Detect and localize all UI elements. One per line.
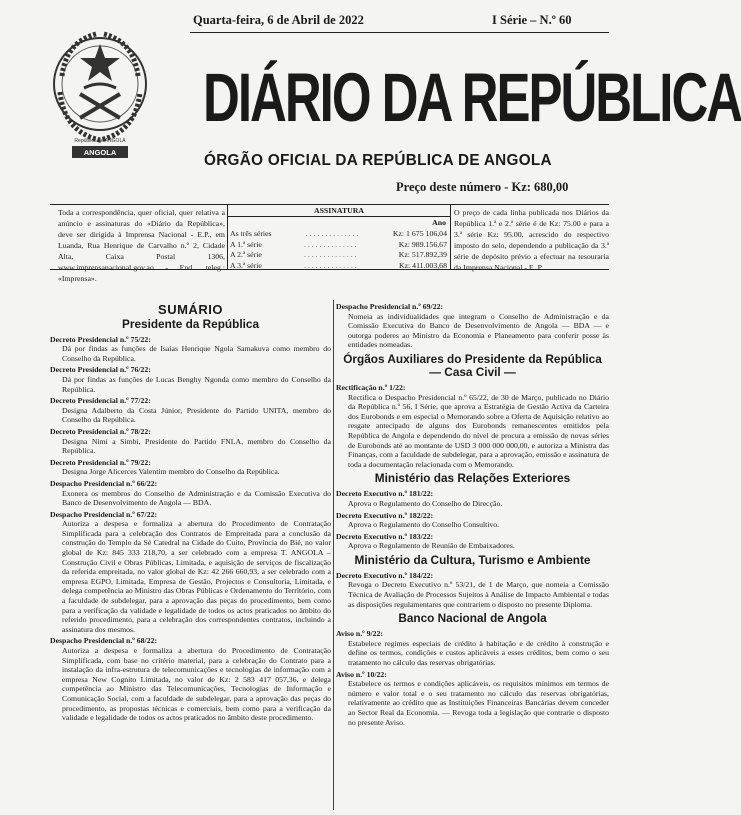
list-item: Decreto Presidencial n.º 75/22: Dá por findas as funções de Isaías Henrique Ngola Samakuva como membro do Conselho da República. bbox=[50, 334, 331, 363]
column-divider bbox=[333, 300, 334, 810]
issue-price: Preço deste número - Kz: 680,00 bbox=[396, 180, 569, 194]
masthead-subtitle: ÓRGÃO OFICIAL DA REPÚBLICA DE ANGOLA bbox=[204, 152, 552, 169]
list-item: Aviso n.º 9/22: Estabelece regimes especiais de crédito à habitação e de crédito à construção e define os termos, condições e custos aplicáveis a esses créditos, bem como o seu tratamento no cálculo das reservas obrigatórias. bbox=[336, 629, 609, 668]
section-heading: Ministério da Cultura, Turismo e Ambiente bbox=[354, 552, 591, 567]
year-label: Ano bbox=[432, 218, 446, 227]
info-box bbox=[50, 204, 609, 283]
price-note: O preço de cada linha publicada nos Diários da República 1.ª e 2.ª série é de Kz: 75.00 e para a 3.ª série Kz: 95.00, acrescido do respectivo imposto do selo, dependendo a publicação da 3.ª série de depósito prévio a efectuar na tesouraria da Imprensa Nacional - E. P. bbox=[454, 208, 609, 272]
subscription-title: ASSINATURA bbox=[228, 205, 450, 217]
correspondence-note: Toda a correspondência, quer oficial, quer relativa a anúncio e assinaturas do «Diário da República», deve ser dirigida à Imprensa Nacional - E.P., em Luanda, Rua Henrique de Carvalho n.º 2, Cidade Alta, Caixa Postal 1306, www.imprensanacional.gov.ao - End. teleg.: «Imprensa». bbox=[58, 208, 225, 283]
section-heading: Ministério das Relações Exteriores bbox=[374, 471, 571, 486]
section-heading: Presidente da República bbox=[121, 316, 260, 331]
list-item: Decreto Executivo n.º 182/22: Aprova o Regulamento do Conselho Consultivo. bbox=[336, 510, 500, 530]
issue-date: Quarta-feira, 6 de Abril de 2022 bbox=[193, 13, 364, 27]
header-rule bbox=[190, 32, 609, 33]
list-item: Despacho Presidencial n.º 67/22: Autoriza a despesa e formaliza a abertura do Procedimento de Contratação Simplificada para a celebração dos Contratos de Empreitada para a conclusão da construção do Templo da Sé Catedral na Cidade do Cuito, Província do Bié, no valor global de Kz: 845 333 218,70, a ser celebrado com a empresa T. ANGOLA – Construção Civil e Obras Públicas, Limitada, e aquisição de serviços de fiscalização da referida empreitada, no valor global de Kz: 42 266 660,93, a ser celebrado com a empresa EGPO, Limitada, Empresa de Gestão, Projectos e Consultoria, Limitada, e delega competência ao Ministro das Obras Públicas e Ordenamento do Território, com a faculdade de subdelegar, para a aprovação das peças do procedimento, bem como para a verificação da validade e legalidade de todos os actos praticados no âmbito do referido procedimento, para a celebração dos correspondentes contratos, incluindo a assinatura dos mesmos. bbox=[50, 509, 331, 634]
list-item: Decreto Presidencial n.º 79/22: Designa Jorge Alicerces Valentim membro do Conselho da República. bbox=[50, 457, 280, 477]
masthead-title: DIÁRIO DA REPÚBLICA bbox=[203, 58, 741, 136]
list-item: Decreto Presidencial n.º 77/22: Designa Adalberto da Costa Júnior, Presidente do Partido UNITA, membro do Conselho da República. bbox=[50, 396, 331, 425]
list-item: Aviso n.º 10/22: Estabelece os termos e condições aplicáveis, os requisitos mínimos em termos de número e valor total e o seu tratamento no cálculo das reservas obrigatórias, relativamente ao crédito que as Instituições Financeiras Bancárias devem conceder ao Sector Real da Economia. — Revoga toda a legislação que contrarie o disposto no presente Aviso. bbox=[336, 669, 609, 727]
list-item: Despacho Presidencial n.º 66/22: Exonera os membros do Conselho de Administração e da Comissão Executiva do Banco de Desenvolvimento de Angola — BDA. bbox=[50, 478, 331, 508]
subscription-row: A 2.ª série . . . . . . . . . . . . . . Kz: 517.892,39 bbox=[230, 250, 447, 259]
emblem-caption: ANGOLA bbox=[83, 148, 117, 157]
subscription-table bbox=[227, 205, 451, 269]
list-item: Decreto Presidencial n.º 76/22: Dá por findas as funções de Lucas Benghy Ngonda como membro do Conselho da República. bbox=[50, 365, 331, 394]
emblem-caption-top: República de ANGOLA bbox=[74, 138, 126, 144]
issue-serie: I Série – N.º 60 bbox=[492, 13, 572, 27]
sumario-right-column bbox=[336, 302, 609, 729]
sumario-left-column bbox=[50, 302, 331, 725]
list-item: Decreto Executivo n.º 184/22: Revoga o Decreto Executivo n.º 53/21, de 1 de Março, que nomeia a Comissão Técnica de Avaliação de Processos Sujeitos à Análise de Impacto Ambiental e todas as disposições regulamentares que contrariem o disposto no presente Diploma. bbox=[336, 570, 609, 609]
subscription-row: A 3.ª série . . . . . . . . . . . . . . Kz: 411.003,68 bbox=[230, 260, 447, 270]
list-item: Despacho Presidencial n.º 69/22: Nomeia as individualidades que integram o Conselho de Administração e da Comissão Executiva do Banco de Desenvolvimento de Angola — BDA — e outorga poderes ao Ministro da Economia e Planeamento para conferir posse às entidades nomeadas. bbox=[336, 302, 609, 350]
list-item: Despacho Presidencial n.º 68/22: Autoriza a despesa e formaliza a abertura do Procedimento de Contratação Simplificada, com base no critério material, para a celebração do Contrato para a instalação da infra-estrutura de telecomunicações e tecnologias de informação com a empresa New Cognito Limitada, no valor de Kz: 2 583 417 057,36, e delega competência ao Ministro das Telecomunicações, Tecnologias de Informação e Comunicação Social, com a faculdade de subdelegar, para a aprovação das peças do procedimento, as propostas técnicas e comerciais, bem como para a verificação da validade e legalidade de todos os actos praticados no âmbito deste procedimento. bbox=[50, 636, 331, 723]
list-item: Decreto Executivo n.º 181/22: Aprova o Regulamento do Conselho de Direcção. bbox=[336, 489, 503, 508]
subscription-row: As três séries . . . . . . . . . . . . . . Kz: 1 675 106,04 bbox=[230, 229, 447, 238]
angola-emblem-icon bbox=[50, 22, 150, 172]
section-heading: Banco Nacional de Angola bbox=[398, 611, 547, 626]
sumario-title: SUMÁRIO bbox=[158, 302, 223, 317]
subscription-row: A 1.ª série . . . . . . . . . . . . . . Kz: 989.156,67 bbox=[230, 239, 447, 249]
list-item: Decreto Executivo n.º 183/22: Aprova o Regulamento de Reunião de Embaixadores. bbox=[336, 531, 515, 551]
list-item: Decreto Presidencial n.º 78/22: Designa Nimi a Simbi, Presidente do Partido FNLA, membro do Conselho da República. bbox=[50, 426, 331, 456]
list-item: Rectificação n.º 1/22: Rectifica o Despacho Presidencial n.º 65/22, de 30 de Março, publicado no Diário da República n.º 56, I Série, que aprova a Estratégia de Gestão Activa da Carteira dos Eurobonds e em especial o Memorando sobre a Oferta de Aquisição relativo ao resgate antecipado de alguns dos Eurobonds remanescentes emitidos pela República de Angola e dependendo do nível de procura a emissão de novas séries de Eurobonds até ao montante de USD 3 000 000 000,00, e autoriza a Ministra das Finanças, com a faculdade de subdelegar, para a aprovação, emissão e assinatura de toda a documentação relacionada com o Memorando. bbox=[336, 382, 609, 469]
section-heading: Órgãos Auxiliares do Presidente da República — Casa Civil — bbox=[343, 351, 602, 379]
